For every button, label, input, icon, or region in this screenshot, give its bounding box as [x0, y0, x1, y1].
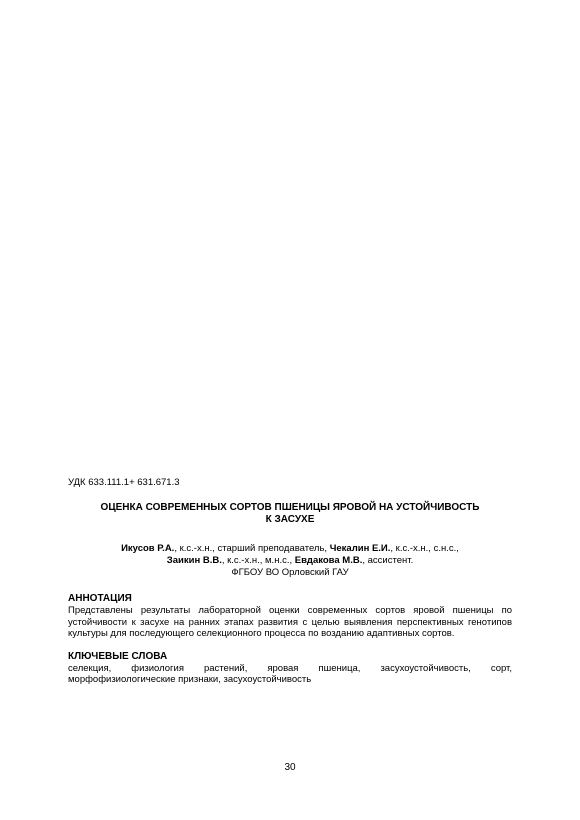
- affiliation: ФГБОУ ВО Орловский ГАУ: [231, 567, 349, 578]
- udk-code: УДК 633.111.1+ 631.671.3: [68, 477, 180, 488]
- author-name: Заикин В.В.: [166, 555, 222, 566]
- author-name: Евдакова М.В.: [294, 555, 363, 566]
- author-name: Икусов Р.А.: [121, 543, 175, 554]
- authors-block: [68, 543, 512, 579]
- author-details: , ассистент.: [362, 555, 414, 566]
- article-title-line-1: ОЦЕНКА СОВРЕМЕННЫХ СОРТОВ ПШЕНИЦЫ ЯРОВОЙ НА УСТОЙЧИВОСТЬ: [100, 502, 480, 513]
- authors-line-1: [68, 543, 512, 555]
- author-details: , к.с.-х.н., старший преподаватель,: [174, 543, 330, 554]
- article-title-line-2: К ЗАСУХЕ: [265, 514, 315, 525]
- author-details: , к.с.-х.н., с.н.с.,: [390, 543, 459, 554]
- page-number: 30: [284, 762, 296, 773]
- authors-line-2: [68, 555, 512, 567]
- author-details: , к.с.-х.н., м.н.с.,: [221, 555, 295, 566]
- annotation-text: Представлены результаты лабораторной оценки современных сортов яровой пшеницы по устойчивости к засухе на ранних этапах развития с целью выявления перспективных генотипов культуры для последующего селекционного процесса по возданию адаптивных сортов.: [68, 605, 512, 639]
- article-header: [68, 477, 512, 686]
- article-title: [68, 502, 512, 526]
- keywords-text: селекция, физиология растений, яровая пшеница, засухоустойчивость, сорт, морфофизиологические признаки, засухоустойчивость: [68, 662, 512, 685]
- annotation-heading: АННОТАЦИЯ: [68, 593, 132, 604]
- keywords-heading: КЛЮЧЕВЫЕ СЛОВА: [68, 650, 168, 662]
- author-name: Чекалин Е.И.: [329, 543, 391, 554]
